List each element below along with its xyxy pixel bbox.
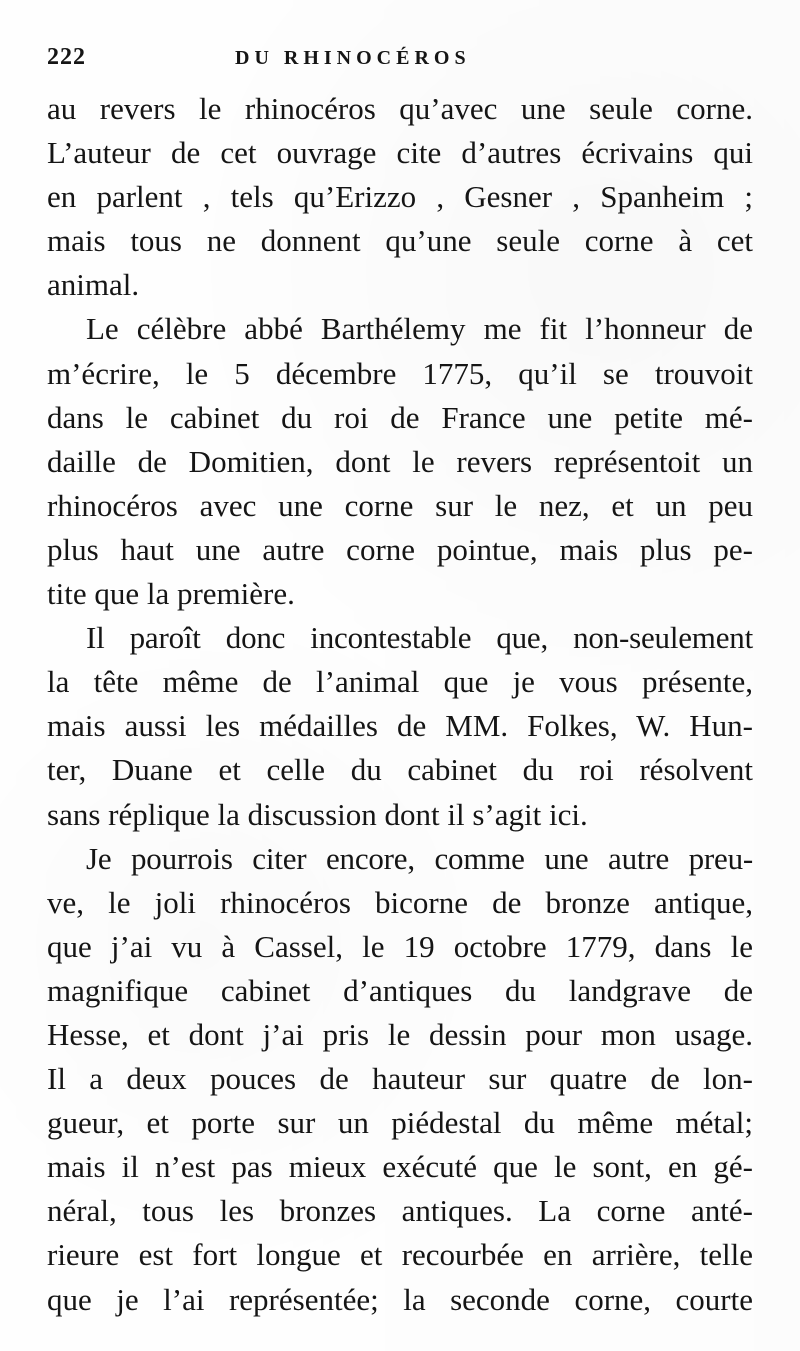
- text-line: néral, tous les bronzes antiques. La corne anté-: [47, 1193, 753, 1229]
- text-line: rhinocéros avec une corne sur le nez, et un peu: [47, 487, 753, 523]
- text-line: m’écrire, le 5 décembre 1775, qu’il se trouvoit: [47, 355, 753, 391]
- page-number: 222: [47, 44, 86, 70]
- text-line: Il paroît donc incontestable que, non-seulement: [86, 620, 753, 656]
- text-line: ter, Duane et celle du cabinet du roi résolvent: [47, 752, 753, 788]
- body-text: [47, 87, 753, 1322]
- text-line: Je pourrois citer encore, comme une autre preu-: [86, 840, 753, 876]
- text-line: daille de Domitien, dont le revers représentoit un: [47, 443, 753, 479]
- text-line: tite que la première.: [47, 576, 295, 612]
- text-line: au revers le rhinocéros qu’avec une seule corne.: [47, 91, 753, 126]
- text-line: que j’ai vu à Cassel, le 19 octobre 1779, dans le: [47, 928, 753, 964]
- running-title: DU RHINOCÉROS: [235, 47, 471, 69]
- text-line: magnifique cabinet d’antiques du landgrave de: [47, 972, 753, 1008]
- text-line: Hesse, et dont j’ai pris le dessin pour mon usage.: [47, 1016, 753, 1052]
- text-line: mais tous ne donnent qu’une seule corne à cet: [47, 223, 753, 259]
- text-line: Le célèbre abbé Barthélemy me fit l’honneur de: [86, 311, 753, 347]
- text-line: mais aussi les médailles de MM. Folkes, W. Hun-: [47, 708, 753, 744]
- page-header: [47, 44, 753, 74]
- text-line: plus haut une autre corne pointue, mais plus pe-: [47, 531, 753, 567]
- text-line: L’auteur de cet ouvrage cite d’autres écrivains qui: [47, 135, 753, 171]
- text-line: dans le cabinet du roi de France une petite mé-: [47, 399, 753, 435]
- text-line: ve, le joli rhinocéros bicorne de bronze antique,: [47, 884, 753, 920]
- text-line: que je l’ai représentée; la seconde corne, courte: [47, 1281, 753, 1317]
- text-line: sans réplique la discussion dont il s’agit ici.: [47, 796, 588, 832]
- text-line: en parlent , tels qu’Erizzo , Gesner , Spanheim ;: [47, 179, 753, 215]
- text-line: mais il n’est pas mieux exécuté que le sont, en gé-: [47, 1149, 753, 1185]
- text-line: Il a deux pouces de hauteur sur quatre de lon-: [47, 1061, 753, 1097]
- text-line: gueur, et porte sur un piédestal du même métal;: [47, 1105, 753, 1141]
- text-line: rieure est fort longue et recourbée en arrière, telle: [47, 1237, 753, 1273]
- text-line: la tête même de l’animal que je vous présente,: [47, 664, 753, 700]
- text-line: animal.: [47, 267, 140, 303]
